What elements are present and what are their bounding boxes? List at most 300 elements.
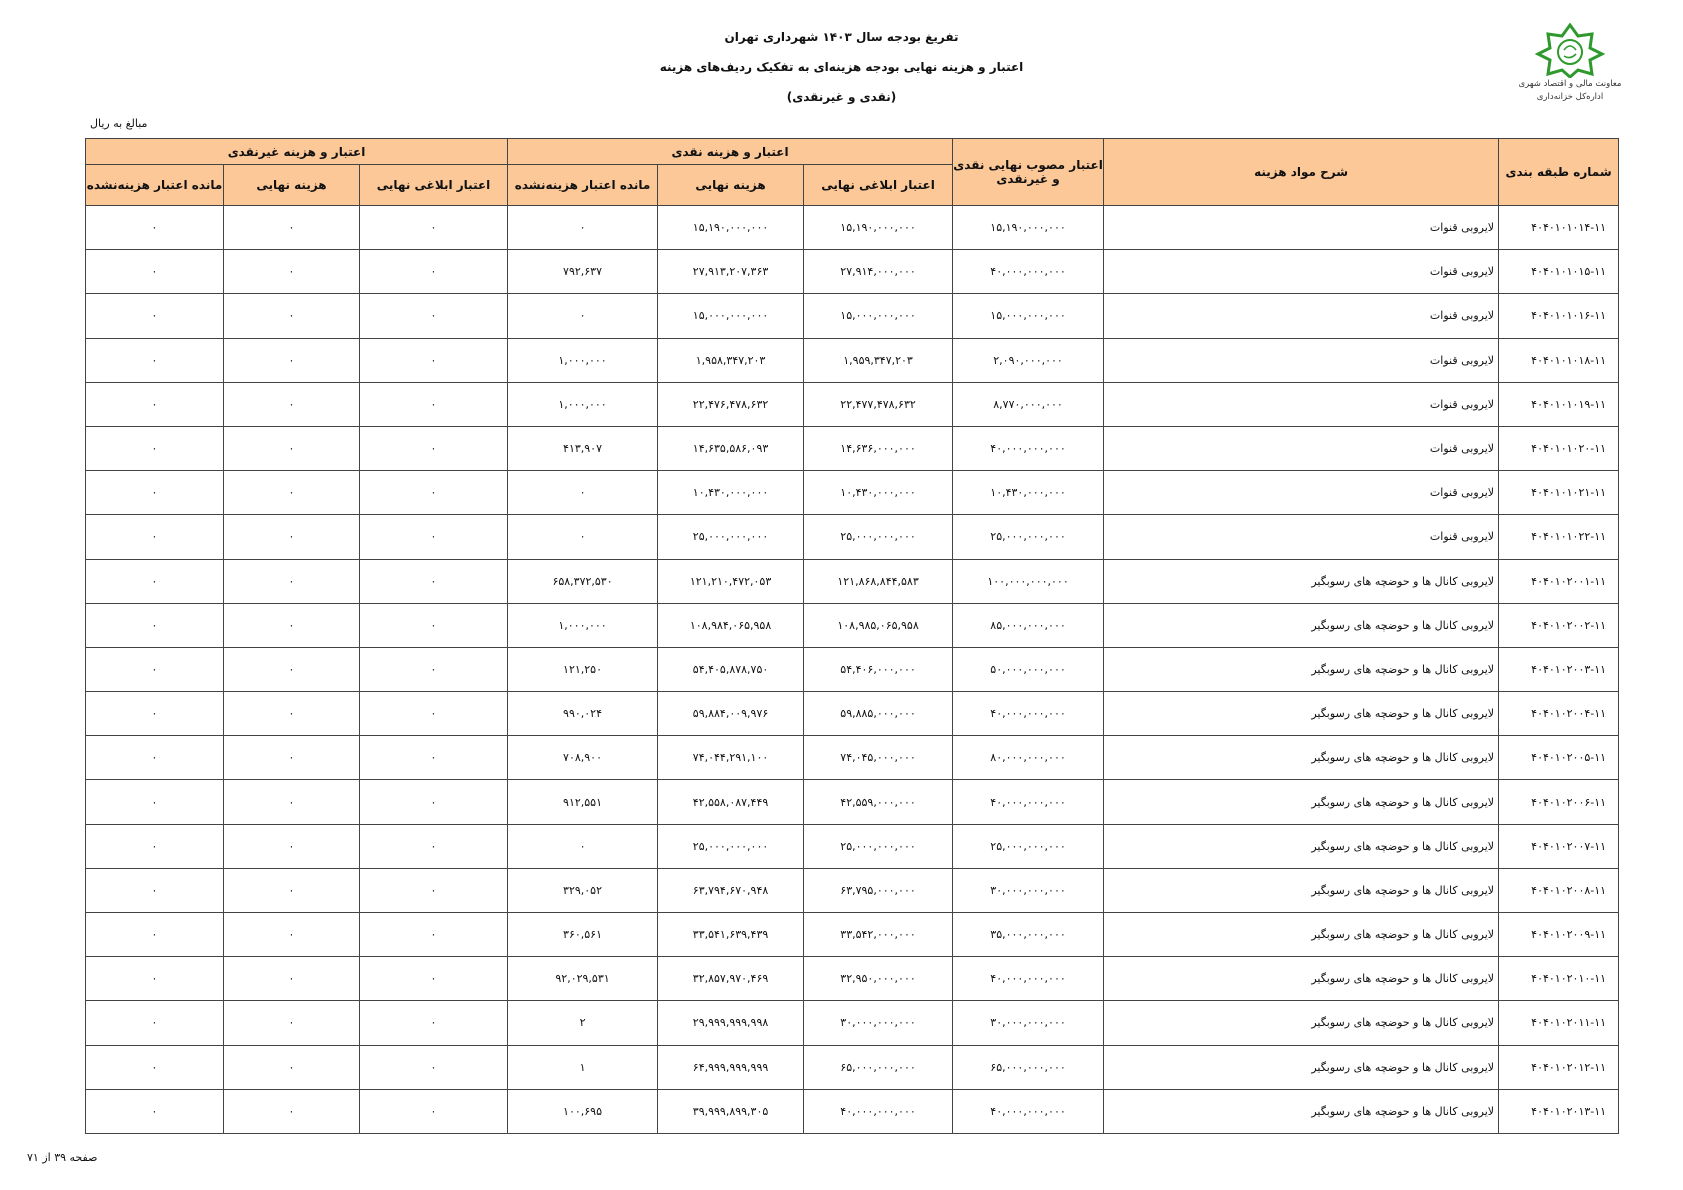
cell-noncash-spent [224,1089,360,1133]
code-value: ۴۰۴۰۱۰۱۰۱۶-۱۱ [1531,309,1607,323]
description-value: لایروبی کانال ها و حوضچه های رسوبگیر [1311,1104,1495,1118]
cell-code [1499,780,1619,824]
table-row [86,559,1619,603]
approved-value: ۶۵,۰۰۰,۰۰۰,۰۰۰ [990,1060,1066,1074]
approved-value: ۲۵,۰۰۰,۰۰۰,۰۰۰ [990,839,1066,853]
noncash-remaining-value: ۰ [151,1060,158,1074]
cell-approved [953,692,1104,736]
noncash-notified-value: ۰ [430,574,437,588]
cell-cash-remaining [508,647,658,691]
cell-description [1104,382,1499,426]
cash-spent-value: ۶۳,۷۹۴,۶۷۰,۹۴۸ [692,883,769,897]
report-subtitle-note: (نقدی و غیرنقدی) [786,90,897,104]
cash-notified-value: ۷۴,۰۴۵,۰۰۰,۰۰۰ [840,751,916,765]
cell-description [1104,692,1499,736]
cell-approved [953,868,1104,912]
noncash-notified-value: ۰ [430,1104,437,1118]
description-value: لایروبی قنوات [1429,397,1495,411]
code-value: ۴۰۴۰۱۰۲۰۱۱-۱۱ [1531,1016,1607,1030]
code-value: ۴۰۴۰۱۰۱۰۱۸-۱۱ [1531,353,1607,367]
col-header-description: شرح مواد هزینه [1104,139,1499,206]
cell-cash-remaining [508,824,658,868]
cash-remaining-value: ۱,۰۰۰,۰۰۰ [558,397,607,411]
description-value: لایروبی کانال ها و حوضچه های رسوبگیر [1311,618,1495,632]
cash-notified-value: ۱۵,۱۹۰,۰۰۰,۰۰۰ [840,221,916,235]
description-value: لایروبی قنوات [1429,309,1495,323]
cell-noncash-spent [224,824,360,868]
cell-cash-spent [658,603,804,647]
cash-remaining-value: ۷۰۸,۹۰۰ [563,751,602,765]
table-row [86,426,1619,470]
cash-notified-value: ۶۳,۷۹۵,۰۰۰,۰۰۰ [840,883,916,897]
cash-remaining-value: ۳۲۹,۰۵۲ [563,883,602,897]
tehran-municipality-logo [1515,22,1625,104]
cell-cash-remaining [508,1045,658,1089]
cell-cash-spent [658,1001,804,1045]
cell-code [1499,1089,1619,1133]
cell-noncash-spent [224,338,360,382]
cell-noncash-remaining [86,382,224,426]
cell-approved [953,515,1104,559]
cash-spent-value: ۱۵,۱۹۰,۰۰۰,۰۰۰ [692,221,769,235]
cell-noncash-spent [224,559,360,603]
cell-noncash-notified [360,692,508,736]
cell-cash-remaining [508,780,658,824]
approved-value: ۴۰,۰۰۰,۰۰۰,۰۰۰ [990,1104,1066,1118]
description-value: لایروبی قنوات [1429,221,1495,235]
col-group-noncash: اعتبار و هزینه غیرنقدی [86,139,508,165]
cell-noncash-remaining [86,250,224,294]
cell-noncash-remaining [86,647,224,691]
cell-noncash-notified [360,957,508,1001]
cell-noncash-notified [360,294,508,338]
cell-noncash-remaining [86,603,224,647]
noncash-notified-value: ۰ [430,928,437,942]
cell-noncash-remaining [86,559,224,603]
cell-cash-remaining [508,603,658,647]
cell-noncash-spent [224,1045,360,1089]
code-value: ۴۰۴۰۱۰۱۰۲۱-۱۱ [1531,486,1607,500]
cell-code [1499,736,1619,780]
cash-spent-value: ۵۹,۸۸۴,۰۰۹,۹۷۶ [692,707,769,721]
table-row [86,206,1619,250]
cell-noncash-notified [360,426,508,470]
noncash-spent-value: ۰ [288,1060,295,1074]
cell-cash-remaining [508,736,658,780]
cell-code [1499,559,1619,603]
cell-noncash-remaining [86,1045,224,1089]
cell-noncash-notified [360,647,508,691]
cell-cash-remaining [508,426,658,470]
cell-code [1499,382,1619,426]
cell-code [1499,206,1619,250]
cell-noncash-remaining [86,824,224,868]
description-value: لایروبی کانال ها و حوضچه های رسوبگیر [1311,883,1495,897]
cell-noncash-remaining [86,913,224,957]
cash-notified-value: ۵۹,۸۸۵,۰۰۰,۰۰۰ [840,707,916,721]
cell-approved [953,206,1104,250]
col-header-noncash-remaining: مانده اعتبار هزینه‌نشده [86,165,224,206]
cell-code [1499,426,1619,470]
description-value: لایروبی قنوات [1429,486,1495,500]
approved-value: ۸,۷۷۰,۰۰۰,۰۰۰ [993,397,1063,411]
cell-noncash-notified [360,913,508,957]
cell-cash-remaining [508,868,658,912]
noncash-spent-value: ۰ [288,707,295,721]
noncash-notified-value: ۰ [430,397,437,411]
cell-approved [953,780,1104,824]
cash-remaining-value: ۹۱۲,۵۵۱ [563,795,602,809]
cell-noncash-spent [224,250,360,294]
cell-cash-spent [658,824,804,868]
code-value: ۴۰۴۰۱۰۲۰۱۰-۱۱ [1531,972,1607,986]
cell-description [1104,780,1499,824]
cell-cash-spent [658,913,804,957]
code-value: ۴۰۴۰۱۰۱۰۲۲-۱۱ [1531,530,1607,544]
cash-remaining-value: ۲ [579,1016,586,1030]
cell-noncash-spent [224,206,360,250]
noncash-remaining-value: ۰ [151,574,158,588]
cell-code [1499,250,1619,294]
noncash-remaining-value: ۰ [151,928,158,942]
cell-cash-remaining [508,294,658,338]
code-value: ۴۰۴۰۱۰۲۰۱۳-۱۱ [1531,1104,1607,1118]
cell-noncash-spent [224,692,360,736]
cell-noncash-remaining [86,957,224,1001]
org-name: معاونت مالی و اقتصاد شهری [1518,79,1622,89]
cell-noncash-notified [360,382,508,426]
table-row [86,1045,1619,1089]
cash-notified-value: ۲۵,۰۰۰,۰۰۰,۰۰۰ [840,530,916,544]
cell-cash-spent [658,382,804,426]
table-row [86,603,1619,647]
col-group-cash: اعتبار و هزینه نقدی [508,139,953,165]
noncash-notified-value: ۰ [430,972,437,986]
cell-description [1104,471,1499,515]
noncash-notified-value: ۰ [430,221,437,235]
cash-spent-value: ۵۴,۴۰۵,۸۷۸,۷۵۰ [692,662,769,676]
cell-noncash-notified [360,206,508,250]
approved-value: ۳۵,۰۰۰,۰۰۰,۰۰۰ [990,928,1066,942]
cell-noncash-spent [224,294,360,338]
cell-cash-remaining [508,338,658,382]
noncash-spent-value: ۰ [288,309,295,323]
cell-cash-remaining [508,250,658,294]
table-row [86,780,1619,824]
cell-noncash-remaining [86,294,224,338]
cell-noncash-remaining [86,1089,224,1133]
noncash-spent-value: ۰ [288,839,295,853]
cash-remaining-value: ۱,۰۰۰,۰۰۰ [558,618,607,632]
noncash-remaining-value: ۰ [151,883,158,897]
approved-value: ۲,۰۹۰,۰۰۰,۰۰۰ [993,353,1063,367]
table-row [86,692,1619,736]
noncash-remaining-value: ۰ [151,397,158,411]
cell-code [1499,824,1619,868]
cell-approved [953,382,1104,426]
cell-cash-notified [804,957,953,1001]
cell-cash-remaining [508,515,658,559]
cash-spent-value: ۳۲,۸۵۷,۹۷۰,۴۶۹ [692,972,769,986]
noncash-spent-value: ۰ [288,751,295,765]
description-value: لایروبی کانال ها و حوضچه های رسوبگیر [1311,795,1495,809]
approved-value: ۴۰,۰۰۰,۰۰۰,۰۰۰ [990,972,1066,986]
cash-notified-value: ۳۰,۰۰۰,۰۰۰,۰۰۰ [840,1016,916,1030]
description-value: لایروبی قنوات [1429,353,1495,367]
cell-noncash-remaining [86,426,224,470]
noncash-remaining-value: ۰ [151,972,158,986]
cash-remaining-value: ۰ [579,309,586,323]
cell-noncash-notified [360,1045,508,1089]
cell-cash-notified [804,338,953,382]
cell-noncash-remaining [86,868,224,912]
cash-spent-value: ۱۰۸,۹۸۴,۰۶۵,۹۵۸ [689,618,772,632]
noncash-remaining-value: ۰ [151,795,158,809]
noncash-notified-value: ۰ [430,309,437,323]
cash-remaining-value: ۷۹۲,۶۳۷ [563,265,602,279]
cell-cash-spent [658,692,804,736]
cell-code [1499,913,1619,957]
cell-cash-remaining [508,957,658,1001]
code-value: ۴۰۴۰۱۰۱۰۱۵-۱۱ [1531,265,1607,279]
cell-approved [953,736,1104,780]
col-header-cash-notified: اعتبار ابلاغی نهایی [804,165,953,206]
cell-noncash-spent [224,471,360,515]
table-row [86,250,1619,294]
approved-value: ۸۰,۰۰۰,۰۰۰,۰۰۰ [990,751,1066,765]
noncash-spent-value: ۰ [288,530,295,544]
cash-spent-value: ۷۴,۰۴۴,۲۹۱,۱۰۰ [692,751,769,765]
description-value: لایروبی کانال ها و حوضچه های رسوبگیر [1311,707,1495,721]
cell-description [1104,868,1499,912]
cell-description [1104,559,1499,603]
cell-code [1499,515,1619,559]
cell-cash-notified [804,1045,953,1089]
cell-noncash-spent [224,603,360,647]
cell-description [1104,426,1499,470]
description-value: لایروبی کانال ها و حوضچه های رسوبگیر [1311,662,1495,676]
cell-noncash-spent [224,780,360,824]
approved-value: ۱۵,۰۰۰,۰۰۰,۰۰۰ [990,309,1066,323]
cell-cash-remaining [508,471,658,515]
cell-noncash-spent [224,515,360,559]
cell-code [1499,957,1619,1001]
cash-remaining-value: ۴۱۳,۹۰۷ [563,442,602,456]
cell-noncash-spent [224,736,360,780]
cash-spent-value: ۱۰,۴۳۰,۰۰۰,۰۰۰ [692,486,769,500]
cash-notified-value: ۱۴,۶۳۶,۰۰۰,۰۰۰ [840,442,916,456]
cell-description [1104,736,1499,780]
cell-cash-spent [658,250,804,294]
cell-cash-spent [658,647,804,691]
table-row [86,1001,1619,1045]
cash-remaining-value: ۰ [579,530,586,544]
code-value: ۴۰۴۰۱۰۲۰۰۳-۱۱ [1531,662,1607,676]
cell-cash-notified [804,647,953,691]
cash-remaining-value: ۹۲,۰۲۹,۵۳۱ [555,972,610,986]
cash-notified-value: ۴۰,۰۰۰,۰۰۰,۰۰۰ [840,1104,916,1118]
cell-cash-spent [658,471,804,515]
cash-notified-value: ۱۲۱,۸۶۸,۸۴۴,۵۸۳ [837,574,919,588]
approved-value: ۴۰,۰۰۰,۰۰۰,۰۰۰ [990,707,1066,721]
noncash-spent-value: ۰ [288,1104,295,1118]
noncash-spent-value: ۰ [288,618,295,632]
code-value: ۴۰۴۰۱۰۲۰۰۴-۱۱ [1531,707,1607,721]
description-value: لایروبی کانال ها و حوضچه های رسوبگیر [1311,751,1495,765]
description-value: لایروبی کانال ها و حوضچه های رسوبگیر [1311,839,1495,853]
cell-code [1499,868,1619,912]
cash-notified-value: ۱۵,۰۰۰,۰۰۰,۰۰۰ [840,309,916,323]
cell-description [1104,913,1499,957]
cash-notified-value: ۶۵,۰۰۰,۰۰۰,۰۰۰ [840,1060,916,1074]
cell-approved [953,603,1104,647]
noncash-notified-value: ۰ [430,353,437,367]
cell-noncash-notified [360,250,508,294]
table-row [86,338,1619,382]
noncash-notified-value: ۰ [430,839,437,853]
noncash-notified-value: ۰ [430,1060,437,1074]
cell-cash-notified [804,868,953,912]
noncash-notified-value: ۰ [430,707,437,721]
cash-remaining-value: ۶۵۸,۳۷۲,۵۳۰ [552,574,613,588]
cash-spent-value: ۶۴,۹۹۹,۹۹۹,۹۹۹ [692,1060,769,1074]
cell-cash-notified [804,382,953,426]
col-header-approved: اعتبار مصوب نهایی نقدی و غیرنقدی [953,139,1104,206]
cell-noncash-spent [224,868,360,912]
table-row [86,1089,1619,1133]
noncash-spent-value: ۰ [288,221,295,235]
cell-description [1104,338,1499,382]
cell-approved [953,1045,1104,1089]
cell-noncash-notified [360,824,508,868]
cell-code [1499,647,1619,691]
cell-cash-spent [658,559,804,603]
noncash-notified-value: ۰ [430,442,437,456]
cell-cash-notified [804,471,953,515]
description-value: لایروبی کانال ها و حوضچه های رسوبگیر [1311,1016,1495,1030]
cell-approved [953,471,1104,515]
cell-description [1104,824,1499,868]
approved-value: ۳۰,۰۰۰,۰۰۰,۰۰۰ [990,1016,1066,1030]
code-value: ۴۰۴۰۱۰۲۰۰۸-۱۱ [1531,883,1607,897]
description-value: لایروبی قنوات [1429,265,1495,279]
cash-notified-value: ۳۳,۵۴۲,۰۰۰,۰۰۰ [840,928,916,942]
cell-noncash-spent [224,647,360,691]
cell-description [1104,515,1499,559]
code-value: ۴۰۴۰۱۰۲۰۰۱-۱۱ [1531,574,1607,588]
noncash-notified-value: ۰ [430,1016,437,1030]
col-header-noncash-notified: اعتبار ابلاغی نهایی [360,165,508,206]
cash-notified-value: ۴۲,۵۵۹,۰۰۰,۰۰۰ [840,795,916,809]
cell-noncash-spent [224,957,360,1001]
cell-cash-spent [658,515,804,559]
noncash-remaining-value: ۰ [151,618,158,632]
approved-value: ۴۰,۰۰۰,۰۰۰,۰۰۰ [990,265,1066,279]
code-value: ۴۰۴۰۱۰۱۰۱۹-۱۱ [1531,397,1607,411]
approved-value: ۱۵,۱۹۰,۰۰۰,۰۰۰ [990,221,1066,235]
cell-noncash-remaining [86,338,224,382]
noncash-spent-value: ۰ [288,397,295,411]
cell-description [1104,957,1499,1001]
cell-noncash-notified [360,868,508,912]
cell-cash-notified [804,603,953,647]
noncash-spent-value: ۰ [288,928,295,942]
cell-description [1104,250,1499,294]
cell-cash-notified [804,515,953,559]
cash-notified-value: ۱۰,۴۳۰,۰۰۰,۰۰۰ [840,486,916,500]
table-row [86,736,1619,780]
code-value: ۴۰۴۰۱۰۲۰۱۲-۱۱ [1531,1060,1607,1074]
cell-noncash-remaining [86,471,224,515]
cell-cash-remaining [508,382,658,426]
cell-cash-notified [804,250,953,294]
cash-spent-value: ۱۲۱,۲۱۰,۴۷۲,۰۵۳ [689,574,772,588]
cell-approved [953,426,1104,470]
noncash-remaining-value: ۰ [151,662,158,676]
description-value: لایروبی کانال ها و حوضچه های رسوبگیر [1311,574,1495,588]
cell-noncash-spent [224,1001,360,1045]
cell-noncash-notified [360,1001,508,1045]
code-value: ۴۰۴۰۱۰۱۰۲۰-۱۱ [1531,442,1607,456]
municipality-emblem-icon [1530,22,1610,78]
cell-approved [953,338,1104,382]
cell-noncash-notified [360,736,508,780]
code-value: ۴۰۴۰۱۰۲۰۰۲-۱۱ [1531,618,1607,632]
cell-cash-spent [658,957,804,1001]
cash-notified-value: ۲۷,۹۱۴,۰۰۰,۰۰۰ [840,265,916,279]
cell-cash-notified [804,206,953,250]
approved-value: ۸۵,۰۰۰,۰۰۰,۰۰۰ [990,618,1066,632]
cell-approved [953,559,1104,603]
cell-approved [953,250,1104,294]
cell-noncash-spent [224,913,360,957]
cash-remaining-value: ۱۲۱,۲۵۰ [563,662,602,676]
cash-spent-value: ۳۳,۵۴۱,۶۳۹,۴۳۹ [692,928,769,942]
code-value: ۴۰۴۰۱۰۲۰۰۵-۱۱ [1531,751,1607,765]
description-value: لایروبی کانال ها و حوضچه های رسوبگیر [1311,1060,1495,1074]
noncash-spent-value: ۰ [288,795,295,809]
code-value: ۴۰۴۰۱۰۲۰۰۶-۱۱ [1531,795,1607,809]
cell-description [1104,294,1499,338]
cell-cash-notified [804,1089,953,1133]
cash-spent-value: ۲۵,۰۰۰,۰۰۰,۰۰۰ [692,839,769,853]
noncash-spent-value: ۰ [288,486,295,500]
cell-noncash-notified [360,515,508,559]
cell-approved [953,294,1104,338]
approved-value: ۴۰,۰۰۰,۰۰۰,۰۰۰ [990,795,1066,809]
cell-description [1104,1045,1499,1089]
cell-code [1499,1045,1619,1089]
cell-approved [953,1001,1104,1045]
cash-notified-value: ۵۴,۴۰۶,۰۰۰,۰۰۰ [840,662,916,676]
cell-description [1104,1001,1499,1045]
cell-noncash-remaining [86,1001,224,1045]
table-row [86,515,1619,559]
code-value: ۴۰۴۰۱۰۲۰۰۹-۱۱ [1531,928,1607,942]
cell-cash-notified [804,294,953,338]
cell-cash-spent [658,294,804,338]
cash-spent-value: ۲۵,۰۰۰,۰۰۰,۰۰۰ [692,530,769,544]
cell-cash-remaining [508,913,658,957]
cash-spent-value: ۳۹,۹۹۹,۸۹۹,۳۰۵ [692,1104,769,1118]
cell-code [1499,338,1619,382]
table-row [86,294,1619,338]
cell-cash-notified [804,1001,953,1045]
noncash-notified-value: ۰ [430,265,437,279]
code-value: ۴۰۴۰۱۰۱۰۱۴-۱۱ [1531,221,1607,235]
noncash-notified-value: ۰ [430,486,437,500]
noncash-remaining-value: ۰ [151,442,158,456]
